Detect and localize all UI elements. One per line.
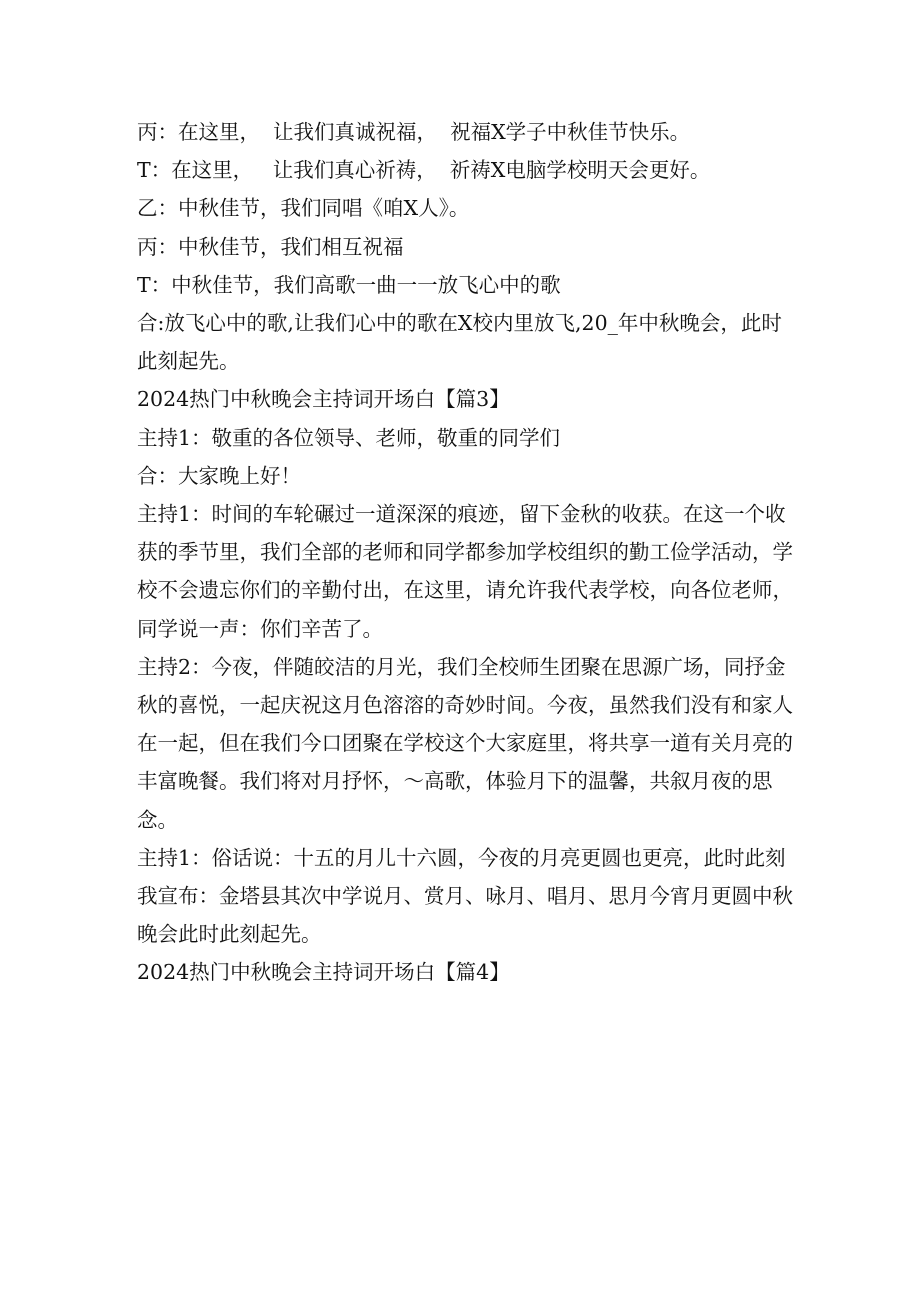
host1-greeting: 主持1：敬重的各位领导、老师，敬重的同学们: [137, 425, 561, 450]
host1-speech-1: 主持1：时间的车轮碾过一道深深的痕迹，留下金秋的收获。在这一个收获的季节里，我们全部的老师和同学都参加学校组织的勤工俭学活动，学校不会遗忘你们的辛勤付出，在这里，请允许我代表学校，向各位老师，同学说一声：你们辛苦了。: [137, 502, 793, 641]
dialogue-line-t-1: T：在这里， 让我们真心祈祷， 祈祷X电脑学校明天会更好。: [137, 158, 711, 183]
host1-speech-2: 主持1：俗话说：十五的月儿十六圆，今夜的月亮更圆也更亮，此时此刻我宣布：金塔县其次中学说月、赏月、咏月、唱月、思月今宵月更圆中秋晚会此时此刻起先。: [137, 845, 793, 947]
chorus-greeting: 合：大家晚上好！: [137, 463, 301, 488]
document-body: [137, 113, 797, 992]
dialogue-line-bing-1: 丙：在这里， 让我们真诚祝福， 祝福X学子中秋佳节快乐。: [137, 120, 691, 144]
dialogue-line-he-1: 合:放飞心中的歌,让我们心中的歌在X校内里放飞,20_年中秋晚会，此时此刻起先。: [137, 311, 782, 374]
section-heading-3: 2024热门中秋晚会主持词开场白【篇3】: [137, 387, 510, 412]
section-heading-4: 2024热门中秋晚会主持词开场白【篇4】: [137, 960, 510, 985]
dialogue-line-t-2: T：中秋佳节，我们高歌一曲一一放飞心中的歌: [137, 272, 561, 297]
dialogue-line-bing-2: 丙：中秋佳节，我们相互祝福: [137, 234, 404, 259]
dialogue-line-yi: 乙：中秋佳节，我们同唱《咱X人》。: [137, 196, 470, 221]
host2-speech: 主持2：今夜，伴随皎洁的月光，我们全校师生团聚在思源广场，同抒金秋的喜悦，一起庆祝这月色溶溶的奇妙时间。今夜，虽然我们没有和家人在一起，但在我们今口团聚在学校这个大家庭里，将共享一道有关月亮的丰富晚餐。我们将对月抒怀，～高歌，体验月下的温馨，共叙月夜的思念。: [137, 654, 793, 832]
